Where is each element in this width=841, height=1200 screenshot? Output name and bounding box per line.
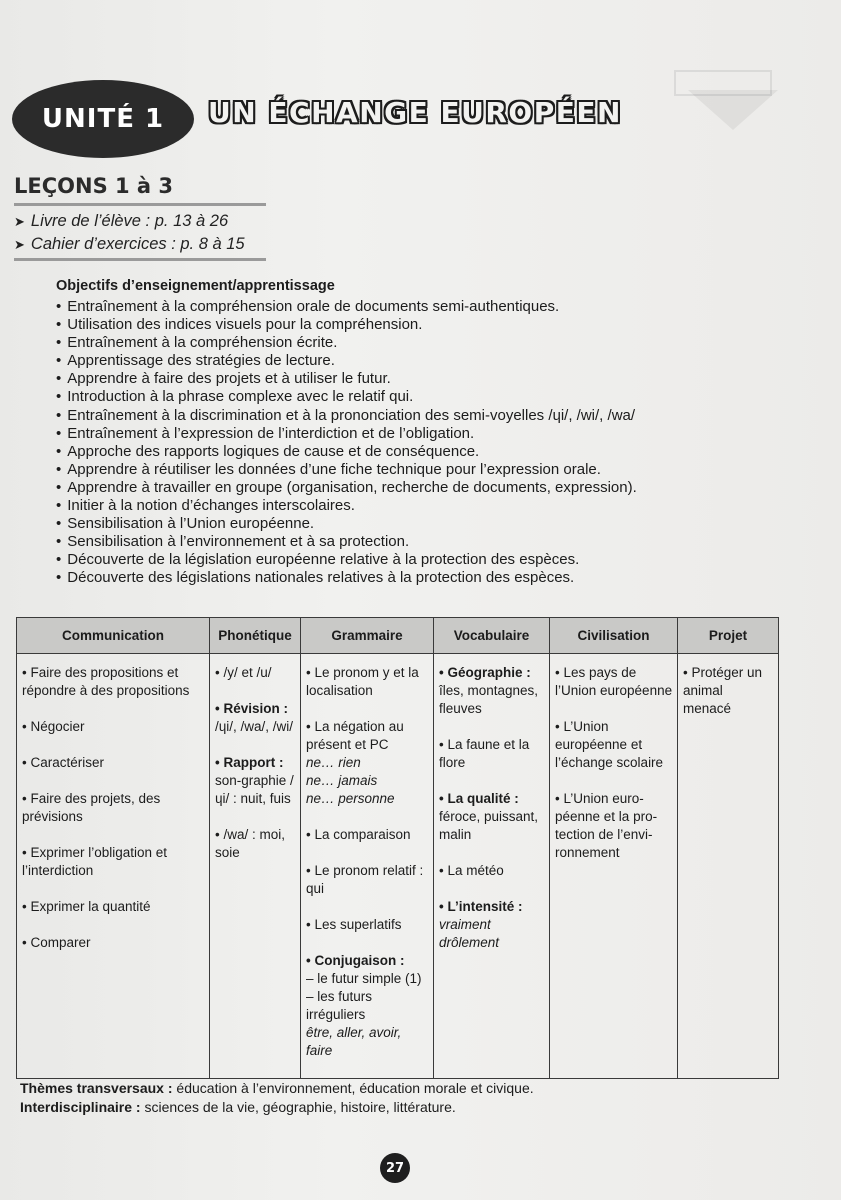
communication-entry: • Exprimer la quantité [22, 899, 151, 914]
entry-example: ne… rien [306, 755, 361, 770]
objective-item: • Entraînement à la discrimination et à la prononciation des semi-voyelles /ɥi/, /wi/, /wa/ [56, 407, 637, 425]
column-header-civilisation: Civilisation [550, 618, 678, 654]
vocabulaire-entry: • La faune et la flore [439, 737, 530, 770]
entry-heading: • Rapport : [215, 755, 284, 770]
grammaire-entry [306, 718, 429, 808]
themes-line [20, 1080, 534, 1096]
communication-entry: • Comparer [22, 935, 91, 950]
themes-label: Thèmes transversaux : [20, 1080, 173, 1096]
phonetique-cell [210, 654, 301, 1079]
objective-item: • Initier à la notion d’échanges interscolaires. [56, 497, 637, 515]
communication-entry: • Faire des propositions et répondre à des propositions [22, 665, 190, 698]
curriculum-table [16, 617, 779, 1079]
communication-entry: • Faire des projets, des prévisions [22, 791, 161, 824]
civilisation-entry: • L’Union européenne et l’échange scolaire [555, 719, 664, 770]
objectives-list [56, 298, 637, 588]
reference-line [14, 235, 245, 254]
table-row [17, 654, 779, 1079]
objective-item: • Entraînement à la compréhension écrite. [56, 334, 637, 352]
vocabulaire-cell [434, 654, 550, 1079]
column-header-phonetique: Phonétique [210, 618, 301, 654]
entry-heading: • L’intensité : [439, 899, 523, 914]
reference-line [14, 212, 228, 231]
page-number: 27 [380, 1153, 410, 1183]
phonetique-entry [215, 700, 296, 736]
objective-item: • Entraînement à la compréhension orale de documents semi-authentiques. [56, 298, 637, 316]
projet-entry: • Protéger un animal menacé [683, 665, 763, 716]
entry-text: – les futurs irréguliers [306, 989, 373, 1022]
entry-example: drôlement [439, 935, 500, 950]
civilisation-cell [550, 654, 678, 1079]
lessons-heading: LEÇONS 1 à 3 [14, 174, 174, 198]
entry-heading: • Conjugaison : [306, 953, 405, 968]
interdisciplinary-text: sciences de la vie, géographie, histoire, littérature. [140, 1099, 456, 1115]
column-header-communication: Communication [17, 618, 210, 654]
entry-text: /ɥi/, /wa/, /wi/ [215, 719, 294, 734]
arrow-icon: ➤ [14, 237, 25, 252]
objective-item: • Apprentissage des stratégies de lecture. [56, 352, 637, 370]
entry-text: son-graphie /ɥi/ : nuit, fuis [215, 773, 294, 806]
entry-text: – le futur simple (1) [306, 971, 422, 986]
column-header-vocabulaire: Vocabulaire [434, 618, 550, 654]
communication-entry: • Exprimer l’obligation et l’interdiction [22, 845, 168, 878]
phonetique-entry: • /wa/ : moi, soie [215, 827, 285, 860]
objective-item: • Approche des rapports logiques de cause et de conséquence. [56, 443, 637, 461]
reference-text: Livre de l’élève : p. 13 à 26 [30, 212, 229, 230]
entry-heading: • La qualité : [439, 791, 519, 806]
objective-item: • Introduction à la phrase complexe avec le relatif qui. [56, 388, 637, 406]
communication-cell [17, 654, 210, 1079]
objective-item: • Sensibilisation à l’Union européenne. [56, 515, 637, 533]
grammaire-cell [301, 654, 434, 1079]
objective-item: • Découverte de la législation européenne relative à la protection des espèces. [56, 551, 637, 569]
vocabulaire-entry [439, 664, 545, 718]
entry-heading: • Géographie : [439, 665, 531, 680]
unit-title: UN ÉCHANGE EUROPÉEN [208, 96, 622, 129]
lessons-divider [14, 203, 266, 206]
communication-entry: • Caractériser [22, 755, 104, 770]
entry-text: féroce, puissant, malin [439, 809, 539, 842]
entry-example: ne… jamais [306, 773, 378, 788]
column-header-projet: Projet [678, 618, 779, 654]
reference-text: Cahier d’exercices : p. 8 à 15 [30, 235, 245, 253]
objective-item: • Utilisation des indices visuels pour la compréhension. [56, 316, 637, 334]
table-header-row [17, 618, 779, 654]
entry-example: être, aller, avoir, faire [306, 1025, 402, 1058]
entry-text: • La négation au présent et PC [306, 719, 404, 752]
vocabulaire-entry: • La météo [439, 863, 504, 878]
ghost-logo-shape [668, 62, 778, 142]
objective-item: • Apprendre à réutiliser les données d’une fiche technique pour l’expression orale. [56, 461, 637, 479]
themes-text: éducation à l’environnement, éducation morale et civique. [172, 1080, 534, 1096]
objectives-title: Objectifs d’enseignement/apprentissage [56, 278, 335, 294]
unit-label: UNITÉ 1 [41, 104, 165, 134]
objective-item: • Apprendre à travailler en groupe (organisation, recherche de documents, expression). [56, 479, 637, 497]
vocabulaire-entry [439, 790, 545, 844]
unit-badge [12, 80, 194, 158]
entry-heading: • Révision : [215, 701, 288, 716]
phonetique-entry: • /y/ et /u/ [215, 665, 272, 680]
arrow-icon: ➤ [14, 214, 25, 229]
interdisciplinary-label: Interdisciplinaire : [20, 1099, 141, 1115]
objective-item: • Sensibilisation à l’environnement et à sa protection. [56, 533, 637, 551]
column-header-grammaire: Grammaire [301, 618, 434, 654]
grammaire-entry [306, 952, 429, 1060]
civilisation-entry: • Les pays de l’Union européenne [555, 665, 673, 698]
civilisation-entry: • L’Union euro-péenne et la pro-tection de l’envi-ronnement [555, 791, 658, 860]
objective-item: • Entraînement à l’expression de l’interdiction et de l’obligation. [56, 425, 637, 443]
grammaire-entry: • Le pronom relatif : qui [306, 863, 424, 896]
entry-text: îles, montagnes, fleuves [439, 683, 539, 716]
objective-item: • Apprendre à faire des projets et à utiliser le futur. [56, 370, 637, 388]
projet-cell [678, 654, 779, 1079]
entry-example: vraiment [439, 917, 491, 932]
entry-example: ne… personne [306, 791, 395, 806]
grammaire-entry: • Le pronom y et la localisation [306, 665, 419, 698]
phonetique-entry [215, 754, 296, 808]
vocabulaire-entry [439, 898, 545, 952]
objective-item: • Découverte des législations nationales relatives à la protection des espèces. [56, 569, 637, 587]
grammaire-entry: • La comparaison [306, 827, 411, 842]
communication-entry: • Négocier [22, 719, 85, 734]
interdisciplinary-line [20, 1099, 456, 1115]
grammaire-entry: • Les superlatifs [306, 917, 402, 932]
references-divider [14, 258, 266, 261]
